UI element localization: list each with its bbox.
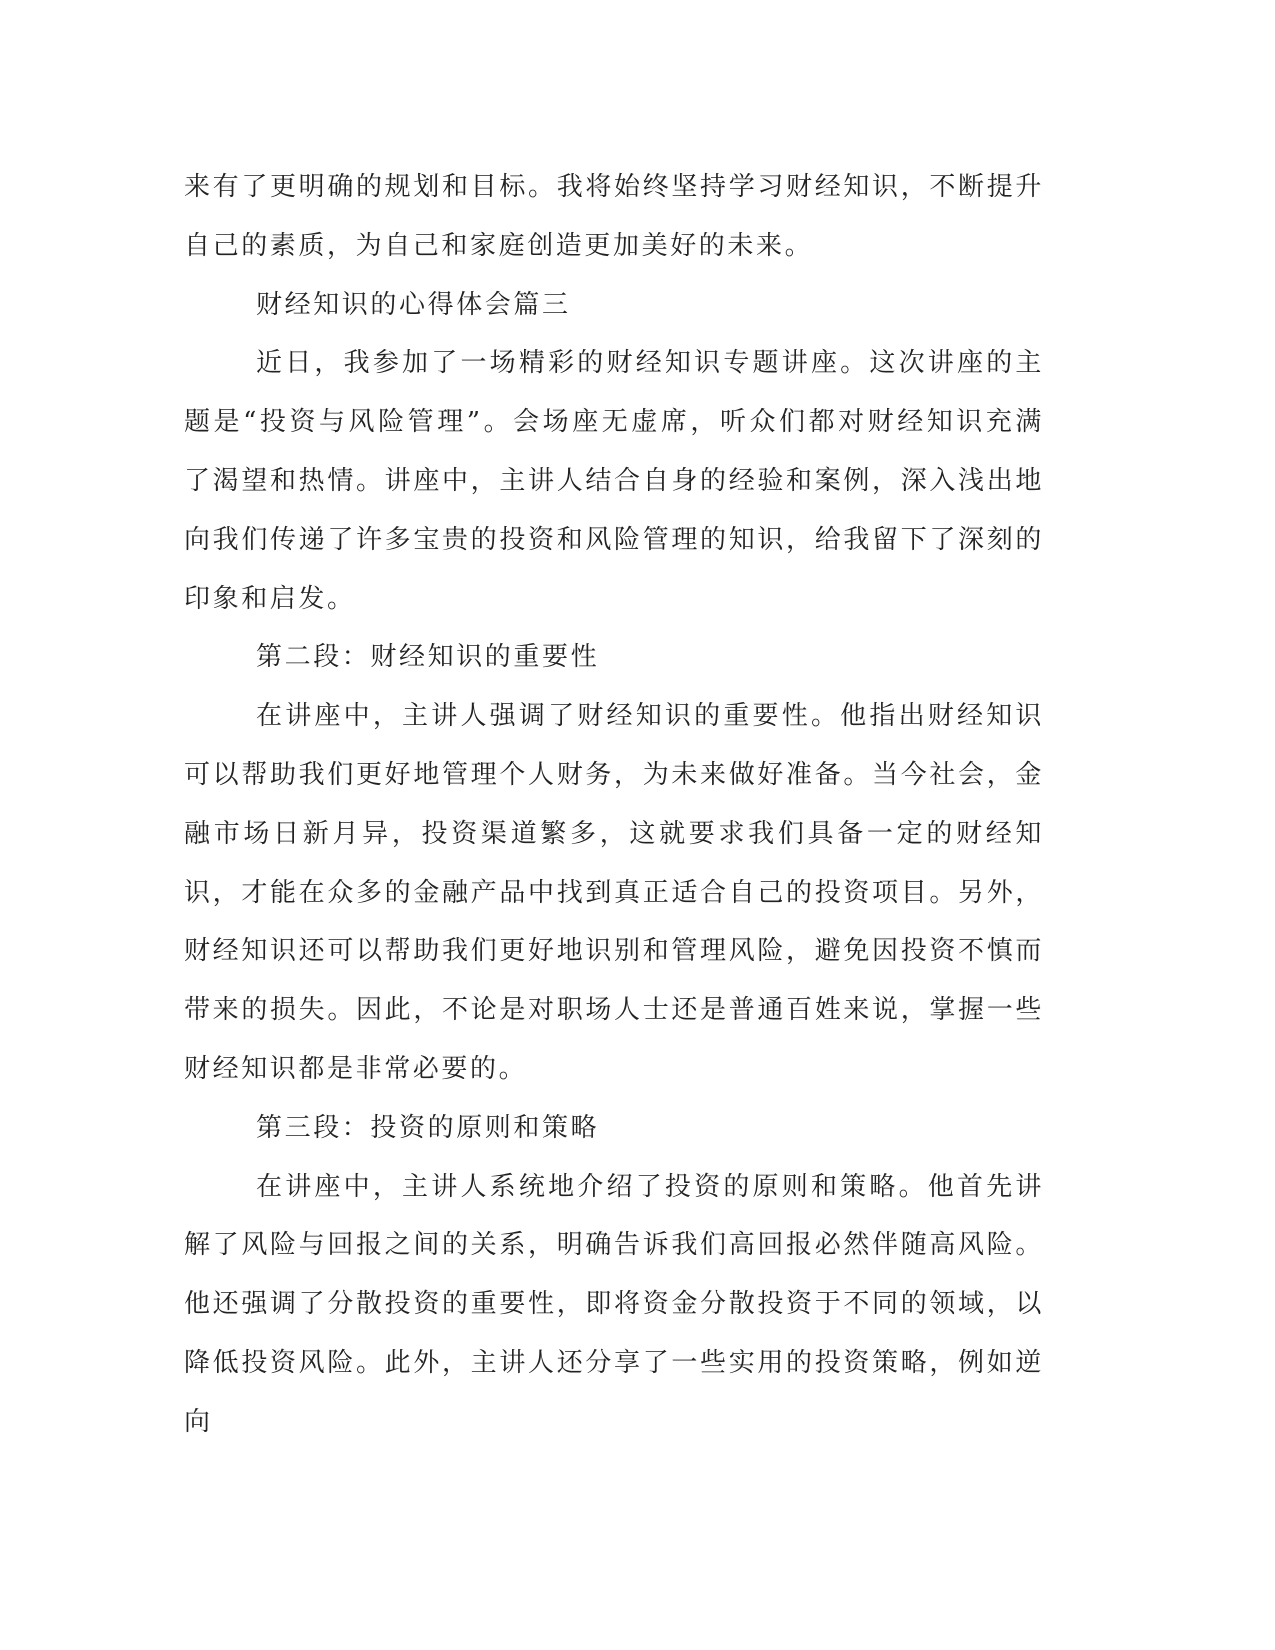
paragraph-intro: 近日，我参加了一场精彩的财经知识专题讲座。这次讲座的主题是“投资与风险管理”。会场座无虚席，听众们都对财经知识充满了渴望和热情。讲座中，主讲人结合自身的经验和案例，深入浅出地向我们传递了许多宝贵的投资和风险管理的知识，给我留下了深刻的印象和启发。 (184, 348, 1044, 614)
paragraph-principles: 在讲座中，主讲人系统地介绍了投资的原则和策略。他首先讲解了风险与回报之间的关系，明确告诉我们高回报必然伴随高风险。他还强调了分散投资的重要性，即将资金分散投资于不同的领域，以降低投资风险。此外，主讲人还分享了一些实用的投资策略，例如逆向 (184, 1171, 1044, 1437)
paragraph-importance: 在讲座中，主讲人强调了财经知识的重要性。他指出财经知识可以帮助我们更好地管理个人财务，为未来做好准备。当今社会，金融市场日新月异，投资渠道繁多，这就要求我们具备一定的财经知识，才能在众多的金融产品中找到真正适合自己的投资项目。另外，财经知识还可以帮助我们更好地识别和管理风险，避免因投资不慎而带来的损失。因此，不论是对职场人士还是普通百姓来说，掌握一些财经知识都是非常必要的。 (184, 701, 1044, 1084)
paragraph-continuation: 来有了更明确的规划和目标。我将始终坚持学习财经知识，不断提升自己的素质，为自己和家庭创造更加美好的未来。 (184, 172, 1044, 261)
section-heading-2: 第二段：财经知识的重要性 (256, 642, 600, 673)
document-body (184, 158, 1044, 1452)
section-heading-3: 第三段：投资的原则和策略 (256, 1112, 600, 1143)
section-title-part-three: 财经知识的心得体会篇三 (256, 289, 571, 320)
